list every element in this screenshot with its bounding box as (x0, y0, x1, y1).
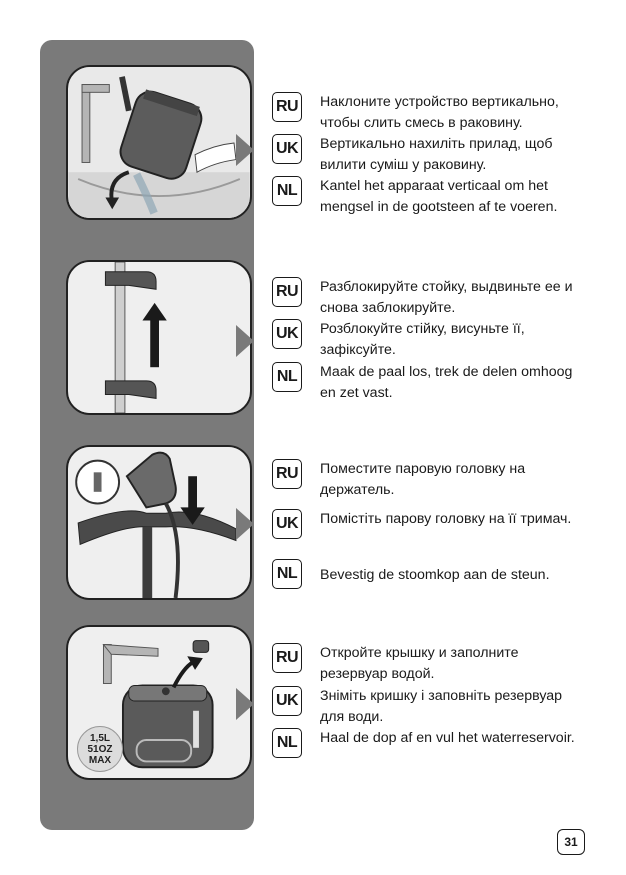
language-badge: RU (272, 277, 302, 307)
instruction-text: Разблокируйте стойку, выдвиньте ее и снова заблокируйте. (320, 279, 573, 316)
capacity-ounces: 51OZ (87, 743, 113, 755)
capacity-max: MAX (88, 754, 112, 766)
instruction-text: Поместите паровую головку на держатель. (320, 461, 526, 498)
pointer-notch (236, 688, 254, 720)
step-1-illustration (66, 65, 252, 220)
extend-pole-illustration (68, 262, 250, 413)
language-badge: UK (272, 509, 302, 539)
instruction-text: Kantel het apparaat verticaal om het mengsel in de gootsteen af te voeren. (320, 178, 558, 215)
pointer-notch (236, 134, 254, 166)
pointer-notch (236, 508, 254, 540)
step-4-illustration (66, 625, 252, 780)
language-badge: NL (272, 728, 302, 758)
instruction-text: Помістіть парову головку на її тримач. (320, 511, 572, 527)
page-number: 31 (557, 829, 585, 855)
pointer-notch (236, 325, 254, 357)
instruction-text: Наклоните устройство вертикально, чтобы слить смесь в раковину. (320, 94, 559, 131)
language-badge: UK (272, 319, 302, 349)
language-badge: RU (272, 92, 302, 122)
language-badge: NL (272, 559, 302, 589)
language-badge: NL (272, 362, 302, 392)
instruction-text: Maak de paal los, trek de delen omhoog en zet vast. (320, 364, 573, 401)
language-badge: UK (272, 134, 302, 164)
steam-head-holder-illustration (68, 447, 250, 598)
language-badge: RU (272, 459, 302, 489)
instruction-text: Розблокуйте стійку, висуньте її, зафіксуйте. (320, 321, 525, 358)
instruction-text: Откройте крышку и заполните резервуар водой. (320, 645, 519, 682)
language-badge: RU (272, 643, 302, 673)
instruction-text: Зніміть кришку і заповніть резервуар для води. (320, 688, 563, 725)
capacity-liters: 1,5L (89, 732, 110, 744)
step-2-illustration (66, 260, 252, 415)
language-badge: NL (272, 176, 302, 206)
capacity-badge (77, 726, 123, 772)
instruction-text: Haal de dop af en vul het waterreservoir. (320, 730, 575, 746)
instruction-text: Bevestig de stoomkop aan de steun. (320, 567, 550, 583)
step-3-illustration (66, 445, 252, 600)
language-badge: UK (272, 686, 302, 716)
drain-into-sink-illustration (68, 67, 250, 218)
instruction-text: Вертикально нахиліть прилад, щоб вилити суміш у раковину. (320, 136, 553, 173)
